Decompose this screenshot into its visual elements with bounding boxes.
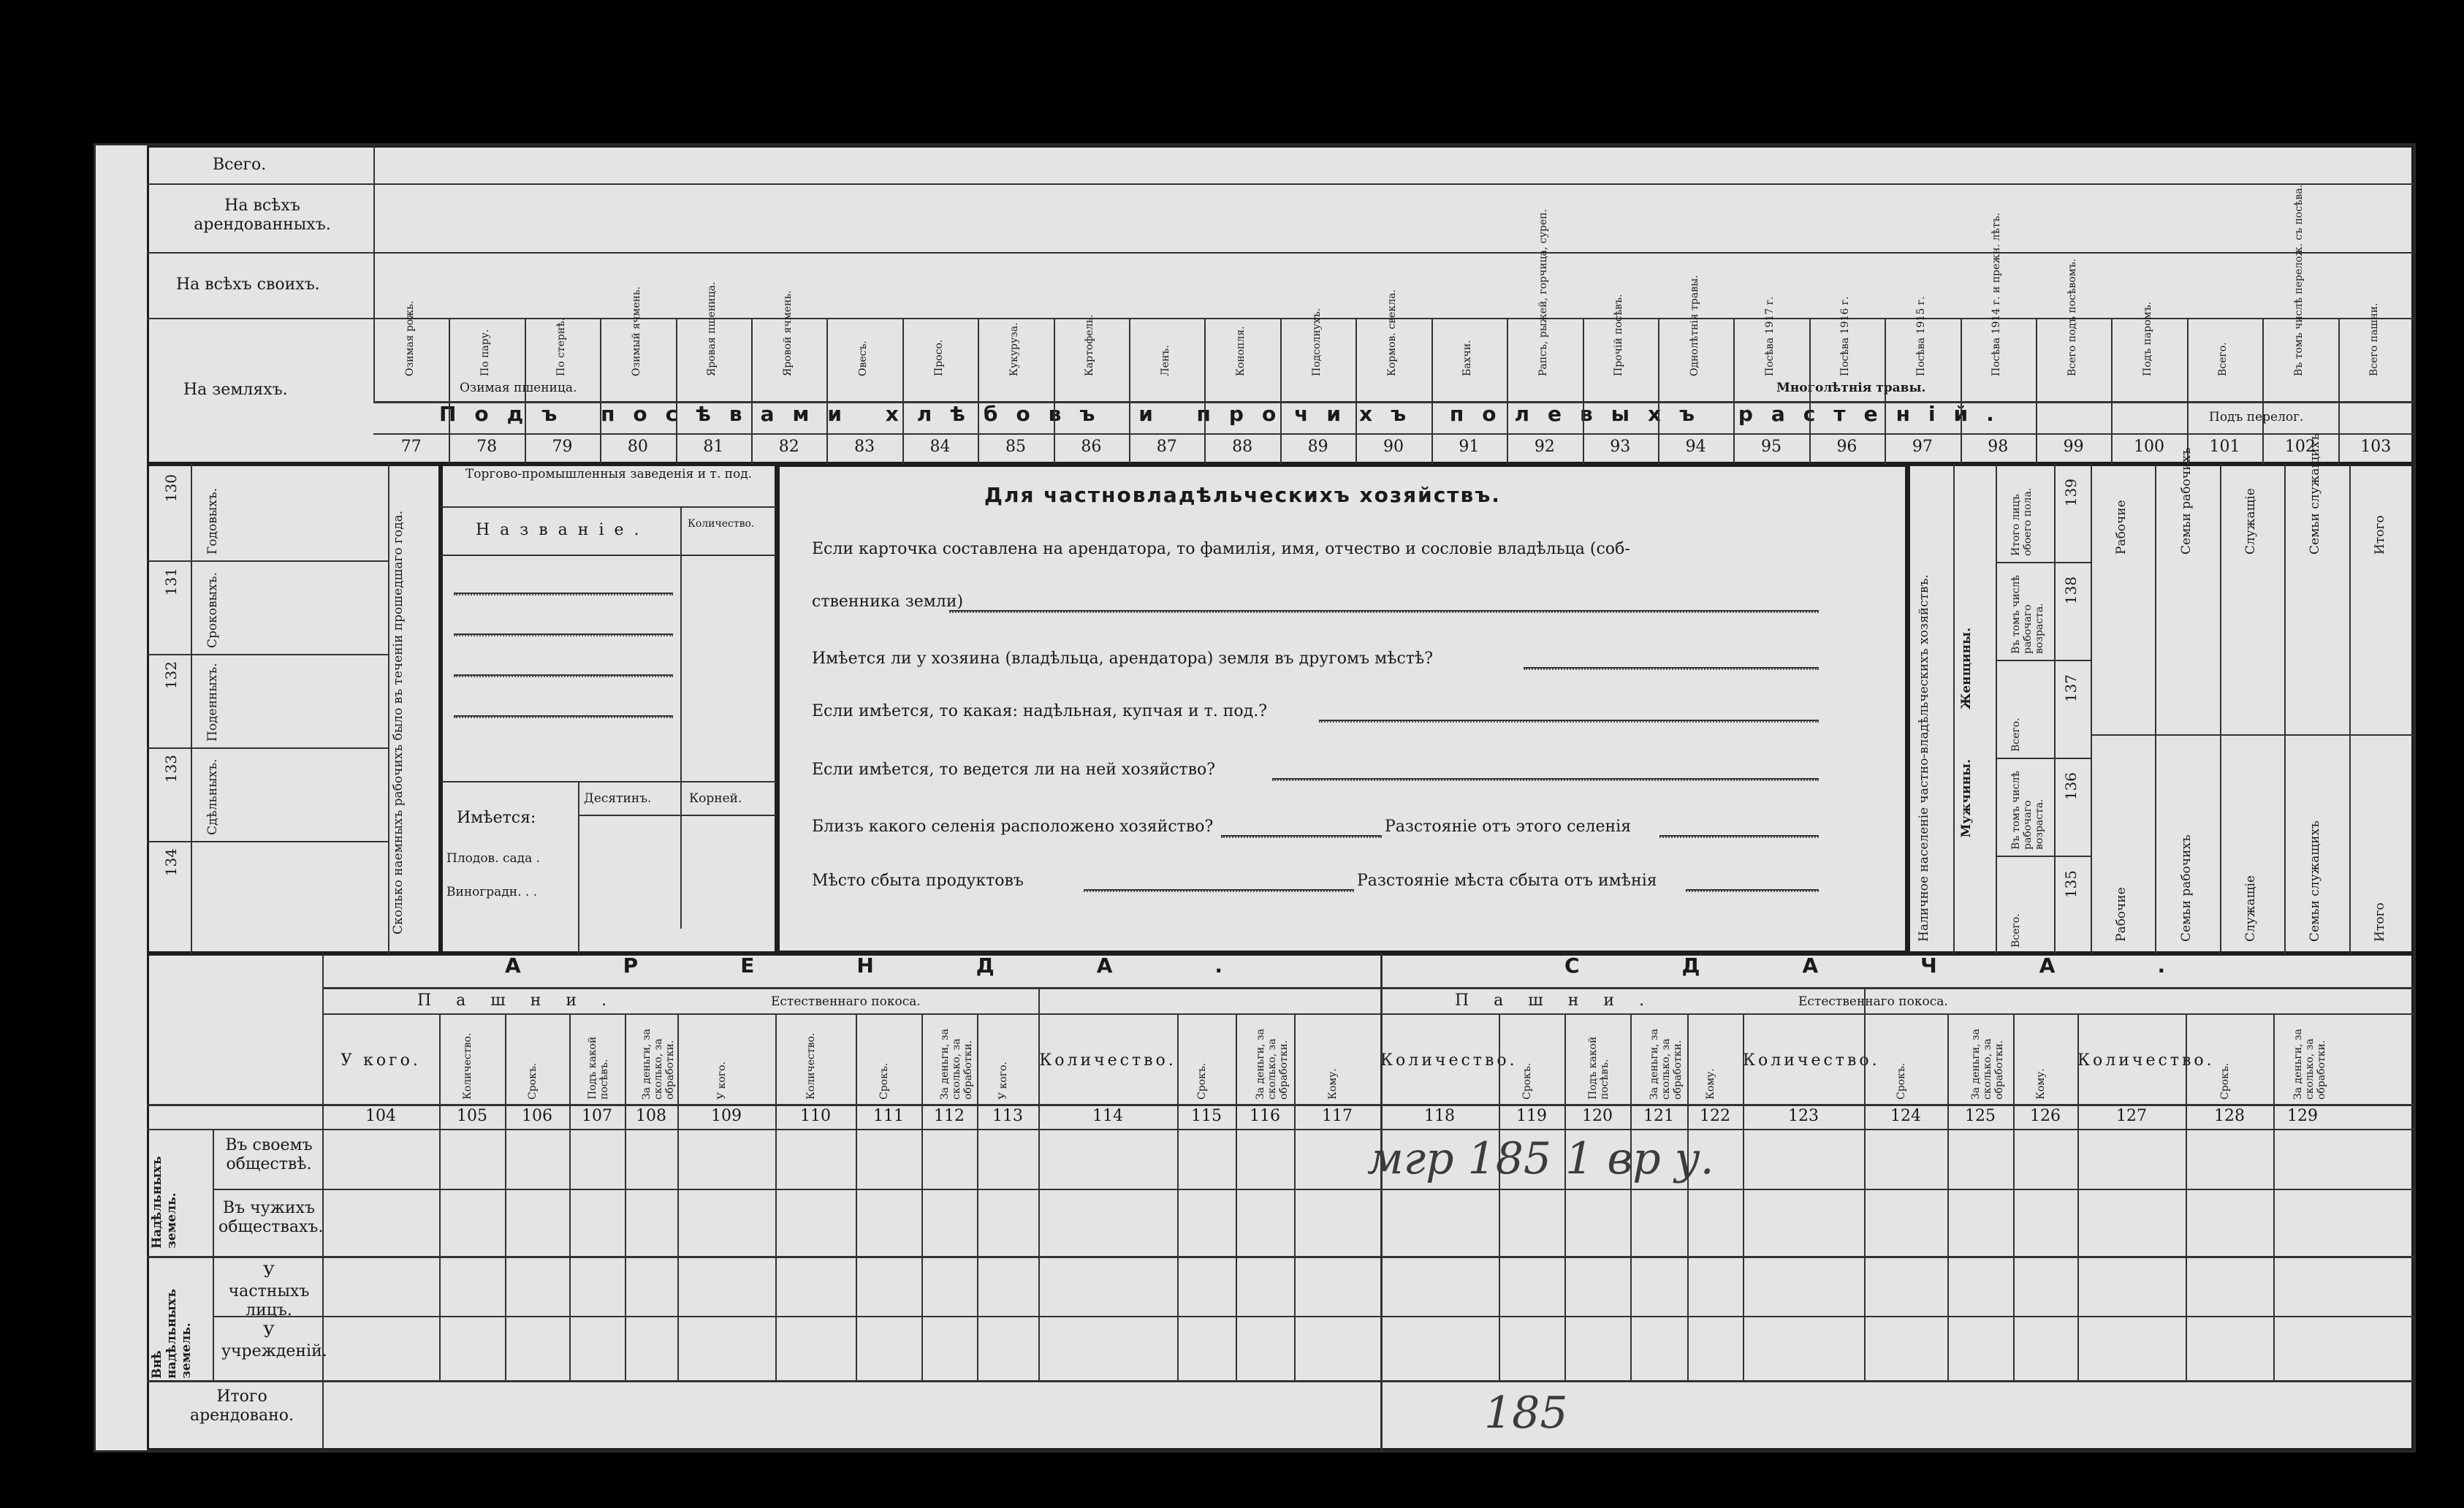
lease-col-number: 110 [800,1107,831,1125]
lease-col-label: Подъ какой посѣвъ. [587,1036,610,1100]
lease-col-number: 105 [457,1107,487,1125]
population-col-label: Итого лицъ обоего пола. [2010,487,2034,556]
lease-col-number: 119 [1516,1107,1547,1125]
crop-col-number: 96 [1836,438,1857,456]
crop-col-number: 97 [1912,438,1933,456]
lease-col-number: 120 [1582,1107,1613,1125]
lease-col-number: 118 [1424,1107,1455,1125]
lease-col-number: 121 [1643,1107,1674,1125]
nadel-group-label: Надѣльныхъ земель. [150,1156,179,1249]
staff-col-label-bottom: Рабочие [2114,887,2129,942]
workers-col-label: Сдѣльныхъ. [205,758,220,835]
group-perelog: Подъ перелог. [2209,410,2304,424]
desyatin-header: Десятинъ. [584,791,652,806]
lease-col-number: 128 [2214,1107,2245,1125]
lease-col-number: 113 [992,1107,1023,1125]
sdacha-title: СДАЧА. [1564,953,2268,978]
workers-col-number: 134 [162,848,180,877]
lease-col-number: 117 [1322,1107,1353,1125]
crop-col-number: 95 [1761,438,1782,456]
crop-col-label: Яровая пшеница. [706,281,718,376]
crop-col-number: 79 [552,438,573,456]
lease-col-label: Срокъ. [1196,1062,1208,1100]
workers-title: Сколько наемныхъ рабочихъ было въ теченiи прошедшаго года. [391,510,406,934]
crop-col-number: 77 [400,438,422,456]
crop-col-label: По пару. [479,329,492,376]
group-mnogolet: Многолѣтнiя травы. [1776,381,1926,395]
lease-col-label: За деньги, за сколько, за обработки. [1255,1029,1290,1100]
crop-col-label: Ленъ. [1159,345,1171,376]
lease-col-label: У кого. [341,1051,421,1070]
crop-col-label: Рапсъ, рыжей, горчица, суреп. [1537,209,1549,376]
crop-col-label: Однолѣтнiя травы. [1688,275,1700,376]
workers-col-label: Сроковыхъ. [205,572,220,648]
staff-col-label-top: Семьи служащихъ [2308,433,2323,555]
question-village-distance: Разстоянiе отъ этого селенiя [1385,818,1632,836]
crop-col-label: Просо. [932,339,945,376]
crop-col-label: Посѣва 1917 г. [1764,296,1776,376]
crop-col-label: Конопля. [1235,326,1247,376]
crop-col-number: 87 [1156,438,1177,456]
crop-col-label: Въ томъ числѣ перелож. съ посѣва. [2292,184,2305,376]
staff-col-label-bottom: Семьи служащихъ [2308,820,2323,942]
crop-col-label: Яровой ячмень. [781,290,794,376]
arenda-pashni: Пашни. [417,991,632,1010]
lease-col-label: За деньги, за сколько, за обработки. [1970,1029,2005,1100]
crop-col-label: Кукуруза. [1008,322,1020,376]
crop-col-label: Бахчи. [1461,340,1474,376]
population-col-label: Всего. [2010,717,2022,752]
group-ozimaya: Озимая пшеница. [460,381,577,395]
crop-col-number: 85 [1005,438,1026,456]
row-label-on-lands: На земляхъ. [183,381,288,399]
row-institutions: У учрежденiй. [221,1323,327,1360]
crop-col-number: 98 [1988,438,2009,456]
lease-col-number: 114 [1092,1107,1123,1125]
vineyard-label: Виноградн. . . [446,885,538,899]
staff-col-label-bottom: Семьи рабочихъ [2178,834,2194,942]
crop-col-label: Подъ паромъ. [2142,302,2154,376]
workers-col-number: 132 [162,661,180,690]
arenda-title: АРЕНДА. [505,953,1325,978]
population-col-number: 139 [2062,479,2080,507]
question-owner-b: ственника земли) [812,593,964,611]
sdacha-pashni: Пашни. [1455,991,1670,1010]
crop-col-number: 93 [1610,438,1631,456]
lease-col-label: Кому. [1327,1068,1339,1100]
population-col-label: Всего. [2010,913,2022,948]
korney-header: Корней. [689,791,742,806]
lease-col-number: 123 [1788,1107,1819,1125]
handwritten-total: 185 [1484,1387,1568,1439]
staff-col-label-top: Служащiе [2243,488,2258,555]
crop-col-label: Подсолнухъ. [1310,308,1323,376]
row-private-persons: У частныхъ лицъ. [228,1263,310,1320]
row-label-total: Всего. [213,156,267,174]
staff-col-label-bottom: Итого [2372,902,2387,942]
lease-col-label: Количество. [462,1032,474,1100]
population-col-number: 138 [2062,576,2080,605]
population-col-number: 137 [2062,674,2080,703]
lease-col-number: 127 [2116,1107,2147,1125]
crop-col-label: Посѣва 1914 г. и прежн. лѣтъ. [1990,213,2003,376]
question-owner-a: Если карточка составлена на арендатора, то фамилiя, имя, отчество и сословiе владѣльца (соб- [812,540,1630,558]
crop-col-number: 100 [2134,438,2165,456]
crop-col-label: Прочiй посѣвъ. [1613,294,1625,376]
lease-col-number: 104 [365,1107,396,1125]
crop-col-number: 103 [2360,438,2392,456]
lease-col-label: Количество. [1039,1051,1176,1070]
lease-col-label: Количество. [1743,1051,1880,1070]
crop-col-number: 88 [1232,438,1253,456]
lease-col-number: 112 [934,1107,965,1125]
lease-col-number: 109 [711,1107,742,1125]
question-land-type: Если имѣется, то какая: надѣльная, купчая и т. под.? [812,702,1267,720]
lease-col-label: Срокъ. [878,1062,890,1100]
crop-col-label: Озимая рожь. [403,300,416,376]
row-label-own: На всѣхъ своихъ. [176,275,320,294]
lease-col-label: Срокъ. [1895,1062,1907,1100]
lease-col-label: Подъ какой посѣвъ. [1587,1036,1611,1100]
row-other-societies: Въ чужихъ обществахъ. [218,1199,324,1236]
crop-col-number: 99 [2063,438,2084,456]
crop-col-label: Всего пашни. [2368,302,2381,376]
lease-col-number: 106 [522,1107,552,1125]
question-village: Близъ какого селенiя расположено хозяйство? [812,818,1214,836]
lease-col-label: У кого. [716,1062,728,1100]
lease-col-label: Срокъ. [527,1062,539,1100]
crop-col-number: 91 [1459,438,1480,456]
staff-col-label-top: Рабочие [2114,500,2129,555]
workers-col-label: Годовыхъ. [205,487,220,555]
men-label: Мужчины. [1959,759,1974,838]
crop-col-number: 90 [1383,438,1404,456]
crop-col-number: 86 [1081,438,1102,456]
lease-col-number: 107 [582,1107,612,1125]
population-col-number: 135 [2062,870,2080,899]
population-col-number: 136 [2062,772,2080,801]
census-card [94,143,2416,1452]
private-title: Для частновладѣльческихъ хозяйствъ. [984,483,1501,507]
lease-col-label: За деньги, за сколько, за обработки. [641,1029,676,1100]
sdacha-pokos: Естественнаго покоса. [1798,994,1948,1009]
lease-col-label: Количество. [1380,1051,1518,1070]
crop-col-number: 92 [1534,438,1555,456]
crop-col-number: 89 [1307,438,1328,456]
crop-col-number: 101 [2209,438,2240,456]
banner-crops: Подъ посѣвами хлѣбовъ и прочихъ полевыхъ растеній. [439,402,2012,426]
question-market-distance: Разстоянiе мѣста сбыта отъ имѣнiя [1357,872,1657,890]
question-market: Мѣсто сбыта продуктовъ [812,872,1024,890]
row-total-rented: Итого арендовано. [189,1387,294,1425]
lease-col-number: 122 [1700,1107,1730,1125]
lease-col-number: 125 [1965,1107,1996,1125]
lease-col-label: У кого. [997,1062,1009,1100]
crop-col-label: Картофель. [1084,314,1096,376]
lease-col-label: За деньги, за сколько, за обработки. [2292,1029,2327,1100]
vne-group-label: Внѣ надѣльныхъ земель. [150,1289,194,1379]
staff-col-label-top: Семьи рабочихъ [2178,447,2194,555]
crop-col-number: 83 [854,438,875,456]
lease-col-label: Количество. [2077,1051,2215,1070]
lease-col-label: За деньги, за сколько, за обработки. [1649,1029,1684,1100]
workers-col-number: 133 [162,755,180,783]
handwritten-entry: мгр 185 1 вр у. [1367,1133,1714,1184]
women-label: Женщины. [1959,628,1974,709]
lease-col-label: Срокъ. [2219,1062,2231,1100]
crop-col-number: 80 [627,438,648,456]
trade-qty-header: Количество. [688,518,755,530]
lease-col-label: Кому. [1705,1068,1716,1100]
crop-col-number: 102 [2284,438,2316,456]
crop-col-number: 78 [476,438,498,456]
crop-col-label: Посѣва 1915 г. [1914,296,1927,376]
crop-col-label: Всего. [2217,342,2229,376]
orchard-label: Плодов. сада . [446,851,541,866]
lease-col-number: 108 [636,1107,666,1125]
row-own-society: Въ своемъ обществѣ. [225,1136,313,1173]
workers-col-label: Поденныхъ. [205,663,220,742]
has-label: Имѣется: [457,809,536,827]
lease-col-number: 115 [1191,1107,1222,1125]
lease-col-label: Срокъ. [1521,1062,1533,1100]
workers-col-number: 131 [162,568,180,596]
question-farming: Если имѣется, то ведется ли на ней хозяйство? [812,761,1216,779]
crop-col-label: Овесъ. [857,340,870,376]
crop-col-number: 81 [703,438,724,456]
workers-col-label [205,848,249,929]
crop-col-label: По стернѣ. [555,317,567,376]
lease-col-number: 111 [873,1107,904,1125]
staff-col-label-bottom: Служащiе [2243,875,2258,942]
lease-col-label: За деньги, за сколько, за обработки. [939,1029,974,1100]
lease-col-number: 124 [1890,1107,1921,1125]
trade-title: Торгово-промышленныя заведенiя и т. под. [465,467,753,481]
population-title: Наличное населенiе частно-владѣльческихъ хозяйствъ. [1917,574,1931,942]
workers-col-number: 130 [162,474,180,503]
crop-col-label: Посѣва 1916 г. [1839,296,1852,376]
lease-col-label: Количество. [805,1032,817,1100]
lease-col-label: Кому. [2035,1068,2047,1100]
row-label-rented: На всѣхъ арендованныхъ. [194,197,331,234]
trade-name-header: Названiе. [476,521,650,539]
lease-col-number: 126 [2030,1107,2061,1125]
staff-col-label-top: Итого [2372,515,2387,555]
crop-col-number: 84 [929,438,951,456]
crop-col-number: 82 [778,438,799,456]
crop-col-label: Озимый ячмень. [630,286,642,376]
crop-col-label: Всего подъ посѣвомъ. [2066,259,2078,376]
arenda-pokos: Естественнаго покоса. [771,994,921,1009]
crop-col-number: 94 [1685,438,1706,456]
lease-col-number: 116 [1250,1107,1280,1125]
crop-col-label: Кормов. свекла. [1386,289,1398,376]
lease-col-number: 129 [2287,1107,2318,1125]
question-other-land: Имѣется ли у хозяина (владѣльца, арендатора) земля въ другомъ мѣстѣ? [812,650,1434,668]
population-col-label: Въ томъ числѣ рабочаго возраста. [2010,771,2045,850]
population-col-label: Въ томъ числѣ рабочаго возраста. [2010,575,2045,654]
